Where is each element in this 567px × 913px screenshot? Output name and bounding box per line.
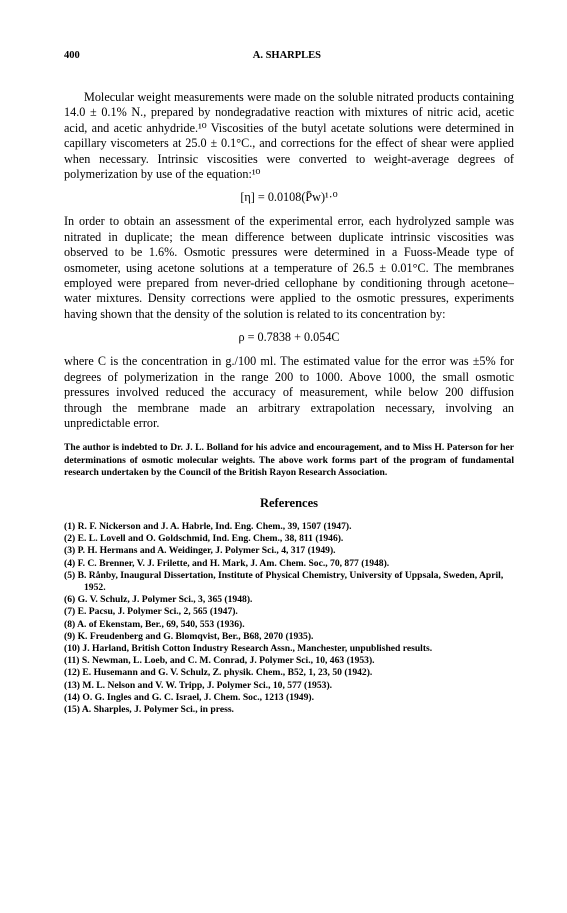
reference-item: (14) O. G. Ingles and G. C. Israel, J. Chem. Soc., 1213 (1949).: [64, 691, 314, 703]
paragraph-molecular-weight: Molecular weight measurements were made on the soluble nitrated products containing 14.0 ± 0.1% N., prepared by nondegradative reaction with mixtures of nitric acid, acetic acid, and acetic anhydride.¹⁰ Viscosities of the butyl acetate solutions were determined in capillary viscometers at 25.0 ± 0.1°C., and corrections for the effect of shear were applied when necessary. Intrinsic viscosities were converted to weight-average degrees of polymerization by use of the equation:¹⁰: [64, 90, 514, 182]
reference-item: (5) B. Rånby, Inaugural Dissertation, Institute of Physical Chemistry, University of Uppsala, Sweden, April, 1952.: [64, 569, 504, 593]
equation-intrinsic-viscosity: [η] = 0.0108(P̄w)¹·⁰: [240, 190, 338, 205]
references-heading: References: [259, 495, 319, 510]
running-header: [64, 50, 514, 64]
reference-item: (13) M. L. Nelson and V. W. Tripp, J. Polymer Sci., 10, 577 (1953).: [64, 679, 333, 691]
page-number: 400: [64, 50, 80, 61]
reference-item: (7) E. Pacsu, J. Polymer Sci., 2, 565 (1947).: [64, 606, 238, 618]
reference-item: (1) R. F. Nickerson and J. A. Habrle, Ind. Eng. Chem., 39, 1507 (1947).: [64, 520, 352, 532]
equation-density: ρ = 0.7838 + 0.054C: [238, 330, 340, 345]
reference-item: (3) P. H. Hermans and A. Weidinger, J. Polymer Sci., 4, 317 (1949).: [64, 545, 336, 557]
page: [64, 50, 514, 716]
reference-item: (10) J. Harland, British Cotton Industry Research Assn., Manchester, unpublished results.: [64, 642, 433, 654]
reference-item: (4) F. C. Brenner, V. J. Frilette, and H. Mark, J. Am. Chem. Soc., 70, 877 (1948).: [64, 557, 390, 569]
references-list: [64, 521, 514, 716]
reference-item: (15) A. Sharples, J. Polymer Sci., in press.: [64, 703, 234, 715]
paragraph-experimental-error: In order to obtain an assessment of the experimental error, each hydrolyzed sample was nitrated in duplicate; the mean difference between duplicate intrinsic viscosities was observed to be 1.6%. Osmotic pressures were determined in a Fuoss-Meade type of osmometer, using acetone solutions at a temperature of 26.5 ± 0.01°C. The membranes employed were prepared from never-dried cellophane by conditioning through acetone–water mixtures. Density corrections were applied to the osmotic pressures, experiments having shown that the density of the solution is related to its concentration by:: [64, 214, 514, 321]
paragraph-error-estimate: where C is the concentration in g./100 ml. The estimated value for the error was ±5% for degrees of polymerization in the range 200 to 1000. Above 1000, the small osmotic pressures involved reduced the accuracy of measurement, while below 200 diffusion through the membrane made an arbitrary extrapolation necessary, involving an unpredictable error.: [64, 354, 514, 430]
running-title: A. SHARPLES: [252, 50, 321, 61]
reference-item: (2) E. L. Lovell and O. Goldschmid, Ind. Eng. Chem., 38, 811 (1946).: [64, 533, 344, 545]
reference-item: (11) S. Newman, L. Loeb, and C. M. Conrad, J. Polymer Sci., 10, 463 (1953).: [64, 655, 375, 667]
reference-item: (6) G. V. Schulz, J. Polymer Sci., 3, 365 (1948).: [64, 594, 253, 606]
acknowledgment: The author is indebted to Dr. J. L. Bolland for his advice and encouragement, and to Miss H. Paterson for her determinations of osmotic molecular weights. The above work forms part of the program of fundamental research undertaken by the Council of the British Rayon Research Association.: [64, 442, 514, 478]
reference-item: (9) K. Freudenberg and G. Blomqvist, Ber., B68, 2070 (1935).: [64, 630, 314, 642]
reference-item: (12) E. Husemann and G. V. Schulz, Z. physik. Chem., B52, 1, 23, 50 (1942).: [64, 667, 373, 679]
reference-item: (8) A. of Ekenstam, Ber., 69, 540, 553 (1936).: [64, 618, 245, 630]
